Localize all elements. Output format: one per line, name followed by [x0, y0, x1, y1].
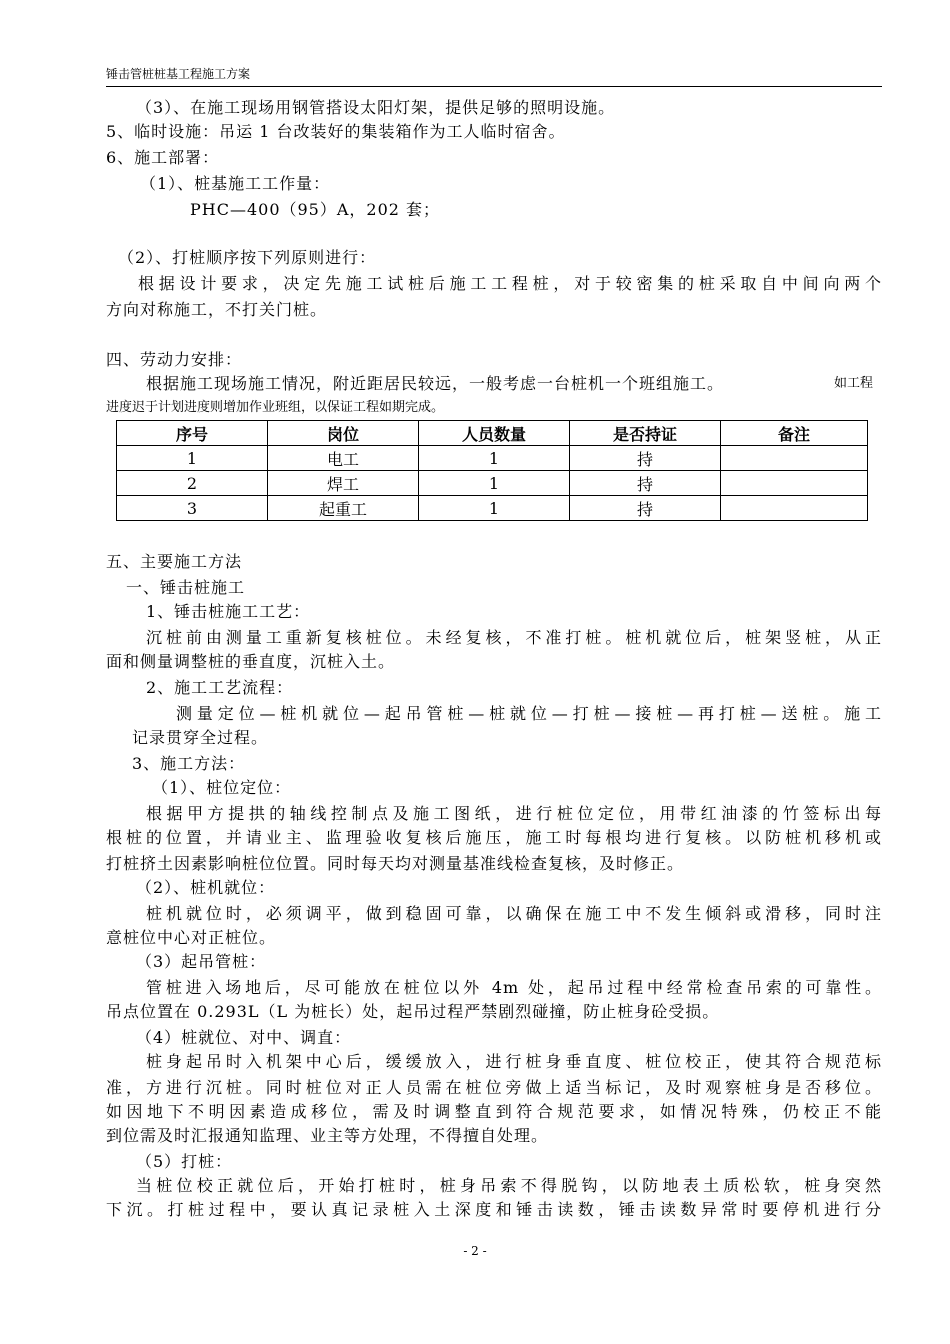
text-line: 到位需及时汇报通知监理、业主等方处理，不得擅自处理。 — [106, 1126, 549, 1145]
text-line: 根据甲方提拱的轴线控制点及施工图纸，进行桩位定位，用带红油漆的竹签标出每 — [146, 804, 882, 823]
header-title: 锤击管桩桩基工程施工方案 — [106, 67, 251, 81]
col-header-certified: 是否持证 — [570, 421, 721, 446]
cell: 2 — [117, 471, 268, 496]
cell — [721, 471, 868, 496]
text-line: （3）、在施工现场用钢管搭设太阳灯架，提供足够的照明设施。 — [136, 98, 616, 117]
table-row — [117, 471, 868, 496]
cell: 持 — [570, 496, 721, 521]
text-line: （5）打桩： — [136, 1152, 233, 1171]
text-line: 进度迟于计划进度则增加作业班组，以保证工程如期完成。 — [106, 400, 445, 415]
table-row — [117, 446, 868, 471]
text-line: 如工程 — [834, 376, 874, 391]
text-line: （2）、打桩顺序按下列原则进行： — [118, 248, 377, 267]
text-line: （2）、桩机就位： — [136, 878, 276, 897]
col-header-position: 岗位 — [268, 421, 419, 446]
text-line: 1、锤击桩施工工艺： — [146, 602, 311, 621]
text-line: （3）起吊管桩： — [136, 952, 267, 971]
text-line: 准，方进行沉桩。同时桩位对正人员需在桩位旁做上适当标记，及时观察桩身是否移位。 — [106, 1078, 882, 1097]
col-header-count: 人员数量 — [419, 421, 570, 446]
subsection-heading: 一、锤击桩施工 — [126, 578, 246, 597]
text-line: 下沉。打桩过程中，要认真记录桩入土深度和锤击读数，锤击读数异常时要停机进行分 — [106, 1200, 882, 1219]
text-line: 记录贯穿全过程。 — [132, 728, 269, 747]
text-line: 桩机就位时，必须调平，做到稳固可靠，以确保在施工中不发生倾斜或滑移，同时注 — [146, 904, 882, 923]
page-number: - 2 - — [463, 1244, 487, 1258]
cell: 1 — [419, 471, 570, 496]
table-row — [117, 496, 868, 521]
cell: 电工 — [268, 446, 419, 471]
cell: 3 — [117, 496, 268, 521]
page-header — [106, 62, 882, 87]
text-line: 5、临时设施：吊运 1 台改装好的集装箱作为工人临时宿舍。 — [106, 122, 566, 141]
text-line: （4）桩就位、对中、调直： — [136, 1028, 352, 1047]
section-heading: 四、劳动力安排： — [106, 350, 243, 369]
text-line: （1）、桩位定位： — [152, 778, 292, 797]
section-heading: 五、主要施工方法 — [106, 552, 243, 571]
text-line: 测量定位—桩机就位—起吊管桩—桩就位—打桩—接桩—再打桩—送桩。施工 — [176, 704, 882, 723]
text-line: 面和侧量调整桩的垂直度，沉桩入土。 — [106, 652, 396, 671]
text-line: 当桩位校正就位后，开始打桩时，桩身吊索不得脱钩，以防地表土质松软，桩身突然 — [136, 1176, 882, 1195]
text-line: 桩身起吊时入机架中心后，缓缓放入，进行桩身垂直度、桩位校正，使其符合规范标 — [146, 1052, 882, 1071]
text-line: 管桩进入场地后，尽可能放在桩位以外 4m 处，起吊过程中经常检查吊索的可靠性。 — [146, 978, 882, 997]
cell: 起重工 — [268, 496, 419, 521]
text-line: 根桩的位置，并请业主、监理验收复核后施压，施工时每根均进行复核。以防桩机移机或 — [106, 828, 882, 847]
text-line: 意桩位中心对正桩位。 — [106, 928, 277, 947]
text-line: 3、施工方法： — [132, 754, 246, 773]
col-header-remarks: 备注 — [721, 421, 868, 446]
text-line: 根据施工现场施工情况，附近距居民较远，一般考虑一台桩机一个班组施工。 — [146, 374, 725, 393]
text-line: 6、施工部署： — [106, 148, 220, 167]
cell: 1 — [419, 446, 570, 471]
cell: 1 — [117, 446, 268, 471]
text-line: 如因地下不明因素造成移位，需及时调整直到符合规范要求，如情况特殊，仍校正不能 — [106, 1102, 882, 1121]
cell: 焊工 — [268, 471, 419, 496]
text-line: （1）、桩基施工工作量： — [140, 174, 331, 193]
text-line: 2、施工工艺流程： — [146, 678, 294, 697]
table-header-row — [117, 421, 868, 446]
text-line: PHC—400（95）A，202 套； — [190, 200, 441, 219]
text-line: 沉桩前由测量工重新复核桩位。未经复核，不准打桩。桩机就位后，桩架竖桩，从正 — [146, 628, 882, 647]
col-header-number: 序号 — [117, 421, 268, 446]
cell — [721, 496, 868, 521]
cell: 持 — [570, 471, 721, 496]
cell: 持 — [570, 446, 721, 471]
cell — [721, 446, 868, 471]
cell: 1 — [419, 496, 570, 521]
staff-table — [116, 420, 868, 521]
text-line: 根据设计要求，决定先施工试桩后施工工程桩，对于较密集的桩采取自中间向两个 — [138, 274, 882, 293]
text-line: 打桩挤土因素影响桩位位置。同时每天均对测量基准线检查复核，及时修正。 — [106, 854, 685, 873]
text-line: 吊点位置在 0.293L（L 为桩长）处，起吊过程严禁剧烈碰撞，防止桩身砼受损。 — [106, 1002, 720, 1021]
text-line: 方向对称施工，不打关门桩。 — [106, 300, 328, 319]
